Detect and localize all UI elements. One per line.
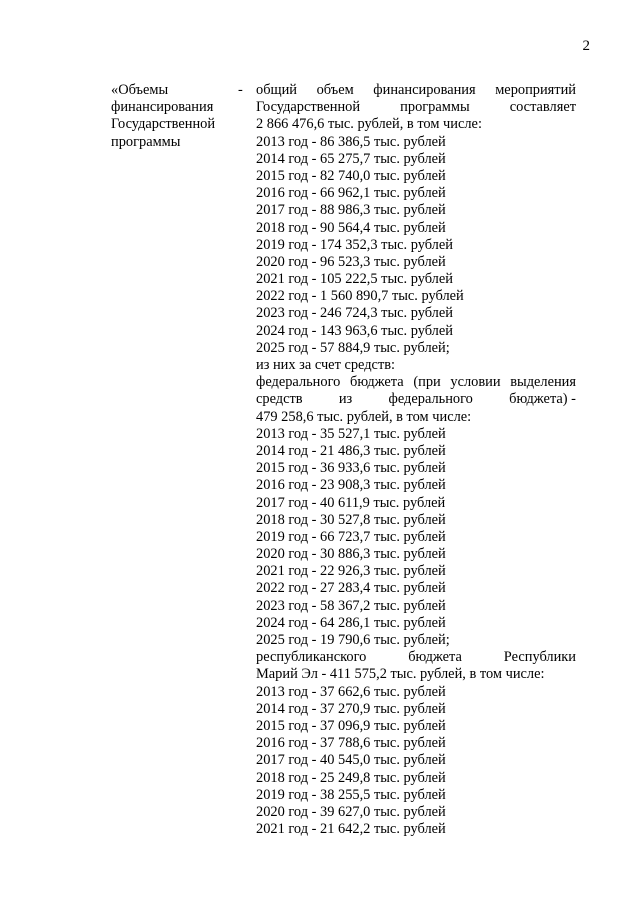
year-item: 2013 год - 86 386,5 тыс. рублей <box>256 133 446 150</box>
year-item: 2024 год - 64 286,1 тыс. рублей <box>256 614 446 631</box>
year-item: 2017 год - 40 611,9 тыс. рублей <box>256 494 446 511</box>
year-item: 2017 год - 88 986,3 тыс. рублей <box>256 202 446 219</box>
year-item: 2025 год - 57 884,9 тыс. рублей; <box>256 339 450 356</box>
federal-intro-line-2 <box>256 391 576 408</box>
section-label <box>111 82 251 151</box>
federal-amount-line: 479 258,6 тыс. рублей, в том числе: <box>256 408 472 425</box>
word: бюджета <box>350 374 404 391</box>
year-item: 2019 год - 66 723,7 тыс. рублей <box>256 528 446 545</box>
word: мероприятий <box>495 82 576 98</box>
year-item: 2020 год - 30 886,3 тыс. рублей <box>256 546 446 563</box>
year-item: 2015 год - 36 933,6 тыс. рублей <box>256 460 446 477</box>
word: выделения <box>510 374 576 391</box>
word: Государственной <box>256 99 361 116</box>
year-item: 2015 год - 37 096,9 тыс. рублей <box>256 717 446 734</box>
year-item: 2013 год - 35 527,1 тыс. рублей <box>256 425 446 442</box>
year-item: 2014 год - 37 270,9 тыс. рублей <box>256 700 446 717</box>
year-item: 2016 год - 37 788,6 тыс. рублей <box>256 735 446 752</box>
word: программы <box>400 99 470 116</box>
word: бюджета <box>408 649 462 666</box>
year-item: 2018 год - 25 249,8 тыс. рублей <box>256 769 446 786</box>
total-intro-line-2 <box>256 99 576 116</box>
year-item: 2016 год - 23 908,3 тыс. рублей <box>256 477 446 494</box>
year-item: 2019 год - 174 352,3 тыс. рублей <box>256 236 453 253</box>
word: средств <box>256 391 303 408</box>
word: финансирования <box>373 82 476 98</box>
label-line: «Объемы <box>111 82 169 98</box>
word: условии <box>450 374 501 391</box>
label-line: финансирования <box>111 99 214 116</box>
total-years-list <box>256 134 576 357</box>
republic-amount-line: Марий Эл - 411 575,2 тыс. рублей, в том числе: <box>256 666 545 683</box>
word: объем <box>316 82 354 98</box>
year-item: 2021 год - 105 222,5 тыс. рублей <box>256 271 453 288</box>
word: Республики <box>503 649 576 666</box>
word: бюджета) - <box>509 391 576 408</box>
year-item: 2019 год - 38 255,5 тыс. рублей <box>256 786 446 803</box>
federal-intro-line-1 <box>256 374 576 391</box>
label-line: Государственной <box>111 116 216 133</box>
word: (при <box>413 374 441 391</box>
word: федерального <box>256 374 341 391</box>
total-intro-line-1 <box>256 82 576 99</box>
year-item: 2021 год - 22 926,3 тыс. рублей <box>256 563 446 580</box>
year-item: 2023 год - 246 724,3 тыс. рублей <box>256 305 453 322</box>
year-item: 2014 год - 65 275,7 тыс. рублей <box>256 150 446 167</box>
sources-heading: из них за счет средств: <box>256 357 396 373</box>
label-dash: - <box>238 82 243 98</box>
word: из <box>338 391 353 408</box>
year-item: 2013 год - 37 662,6 тыс. рублей <box>256 683 446 700</box>
year-item: 2017 год - 40 545,0 тыс. рублей <box>256 752 446 769</box>
year-item: 2018 год - 30 527,8 тыс. рублей <box>256 511 446 528</box>
year-item: 2022 год - 1 560 890,7 тыс. рублей <box>256 288 464 305</box>
word: общий <box>256 82 298 98</box>
word: составляет <box>509 99 576 116</box>
total-amount-line: 2 866 476,6 тыс. рублей, в том числе: <box>256 116 482 133</box>
year-item: 2020 год - 96 523,3 тыс. рублей <box>256 253 446 270</box>
year-item: 2020 год - 39 627,0 тыс. рублей <box>256 803 446 820</box>
republic-intro-line-1 <box>256 649 576 666</box>
financing-text <box>256 82 576 838</box>
year-item: 2015 год - 82 740,0 тыс. рублей <box>256 167 446 184</box>
word: республиканского <box>256 649 367 666</box>
year-item: 2023 год - 58 367,2 тыс. рублей <box>256 597 446 614</box>
page-number: 2 <box>582 38 590 54</box>
year-item: 2018 год - 90 564,4 тыс. рублей <box>256 219 446 236</box>
year-item: 2016 год - 66 962,1 тыс. рублей <box>256 185 446 202</box>
republic-years-list <box>256 684 576 839</box>
word: федерального <box>388 391 473 408</box>
year-item: 2025 год - 19 790,6 тыс. рублей; <box>256 632 450 648</box>
year-item: 2022 год - 27 283,4 тыс. рублей <box>256 580 446 597</box>
year-item: 2021 год - 21 642,2 тыс. рублей <box>256 821 446 838</box>
federal-years-list <box>256 426 576 649</box>
year-item: 2014 год - 21 486,3 тыс. рублей <box>256 442 446 459</box>
label-line: программы <box>111 133 181 150</box>
year-item: 2024 год - 143 963,6 тыс. рублей <box>256 322 453 339</box>
